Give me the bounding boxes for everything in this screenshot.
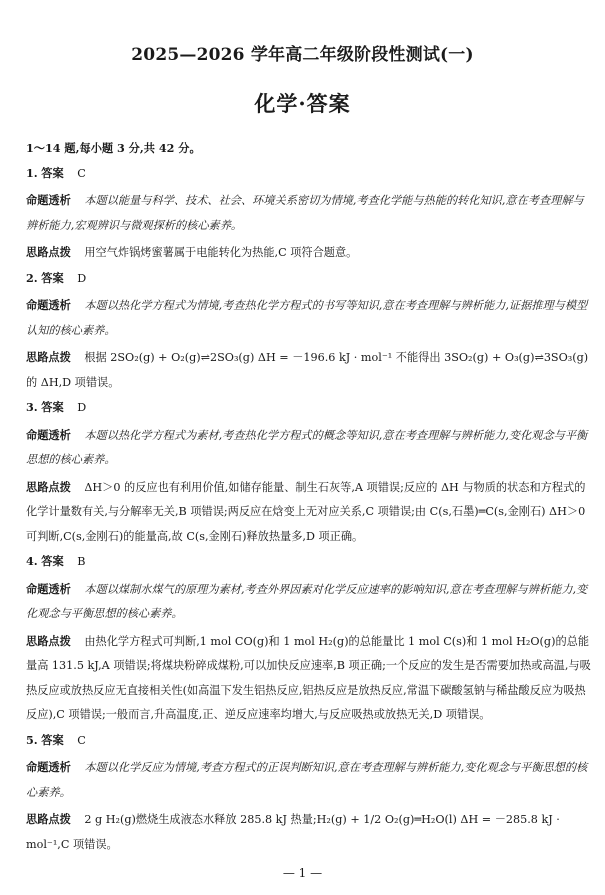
hint-paragraph: 思路点拨 用空气炸锅烤蜜薯属于电能转化为热能,C 项符合题意。: [26, 245, 358, 259]
answer-value: D: [77, 401, 87, 414]
hint-paragraph: 思路点拨 ΔH＞0 的反应也有利用价值,如储存能量、制生石灰等,A 项错误;反应的 ΔH 与物质的状态和方程式的化学计量数有关,与分解率无关,B 项错误;两反应在焓变上无对应关系,C 项错误;由 C(s,石墨)═C(s,金刚石) ΔH＞0 可判断,C(s,金刚石)的能量高,故 C(s,金刚石)释放热量多,D 项正确。: [26, 479, 586, 543]
document-subtitle: 化学·答案: [254, 91, 351, 116]
analysis-paragraph: 命题透析 本题以化学反应为情境,考查方程式的正误判断知识,意在考查理解与辨析能力,变化观念与平衡思想的核心素养。: [26, 760, 588, 799]
answer-line: 5. 答案 C: [26, 732, 86, 747]
answer-value: D: [77, 271, 87, 285]
question-4: [26, 549, 592, 728]
answer-line: 1. 答案 C: [26, 165, 86, 180]
answer-line: 3. 答案 D: [26, 400, 87, 414]
analysis-paragraph: 命题透析 本题以热化学方程式为情境,考查热化学方程式的书写等知识,意在考查理解与辨析能力,证据推理与模型认知的核心素养。: [26, 298, 588, 337]
hint-paragraph: 思路点拨 根据 2SO₂(g) + O₂(g)⇌2SO₃(g) ΔH = －196.6 kJ · mol⁻¹ 不能得出 3SO₂(g) + O₃(g)⇌3SO₃(g)的 ΔH,D 项错误。: [26, 350, 589, 389]
answer-value: B: [77, 555, 86, 568]
answer-content: [26, 136, 592, 857]
answer-value: C: [77, 166, 86, 180]
document-title: 2025—2026 学年高二年级阶段性测试(一): [131, 45, 474, 65]
hint-paragraph: 思路点拨 由热化学方程式可判断,1 mol CO(g)和 1 mol H₂(g)的总能量比 1 mol C(s)和 1 mol H₂O(g)的总能量高 131.5 kJ,A 项错误;将煤块粉碎成煤粉,可以加快反应速率,B 项正确;一个反应的发生是否需要加热或高温,与吸热反应或放热反应无直接相关性(如高温下发生铝热反应,铝热反应是放热反应,常温下碳酸氢钠与稀盐酸反应为吸热反应),C 项错误;一般而言,升高温度,正、逆反应速率均增大,与反应吸热或放热无关,D 项错误。: [26, 633, 591, 721]
hint-paragraph: 思路点拨 2 g H₂(g)燃烧生成液态水释放 285.8 kJ 热量;H₂(g) + 1/2 O₂(g)═H₂O(l) ΔH = －285.8 kJ · mol⁻¹,C 项错误。: [26, 812, 560, 851]
page-number: — 1 —: [282, 866, 323, 880]
answer-value: C: [77, 733, 86, 747]
section-intro: 1～14 题,每小题 3 分,共 42 分。: [26, 141, 201, 155]
answer-line: 4. 答案 B: [26, 554, 86, 568]
question-1: [26, 161, 592, 266]
question-3: [26, 395, 592, 549]
question-5: [26, 728, 592, 858]
question-2: [26, 266, 592, 396]
analysis-paragraph: 命题透析 本题以热化学方程式为素材,考查热化学方程式的概念等知识,意在考查理解与辨析能力,变化观念与平衡思想的核心素养。: [26, 427, 588, 466]
analysis-paragraph: 命题透析 本题以煤制水煤气的原理为素材,考查外界因素对化学反应速率的影响知识,意在考查理解与辨析能力,变化观念与平衡思想的核心素养。: [26, 581, 588, 620]
answer-line: 2. 答案 D: [26, 270, 87, 285]
analysis-paragraph: 命题透析 本题以能量与科学、技术、社会、环境关系密切为情境,考查化学能与热能的转化知识,意在考查理解与辨析能力,宏观辨识与微观探析的核心素养。: [26, 193, 584, 232]
